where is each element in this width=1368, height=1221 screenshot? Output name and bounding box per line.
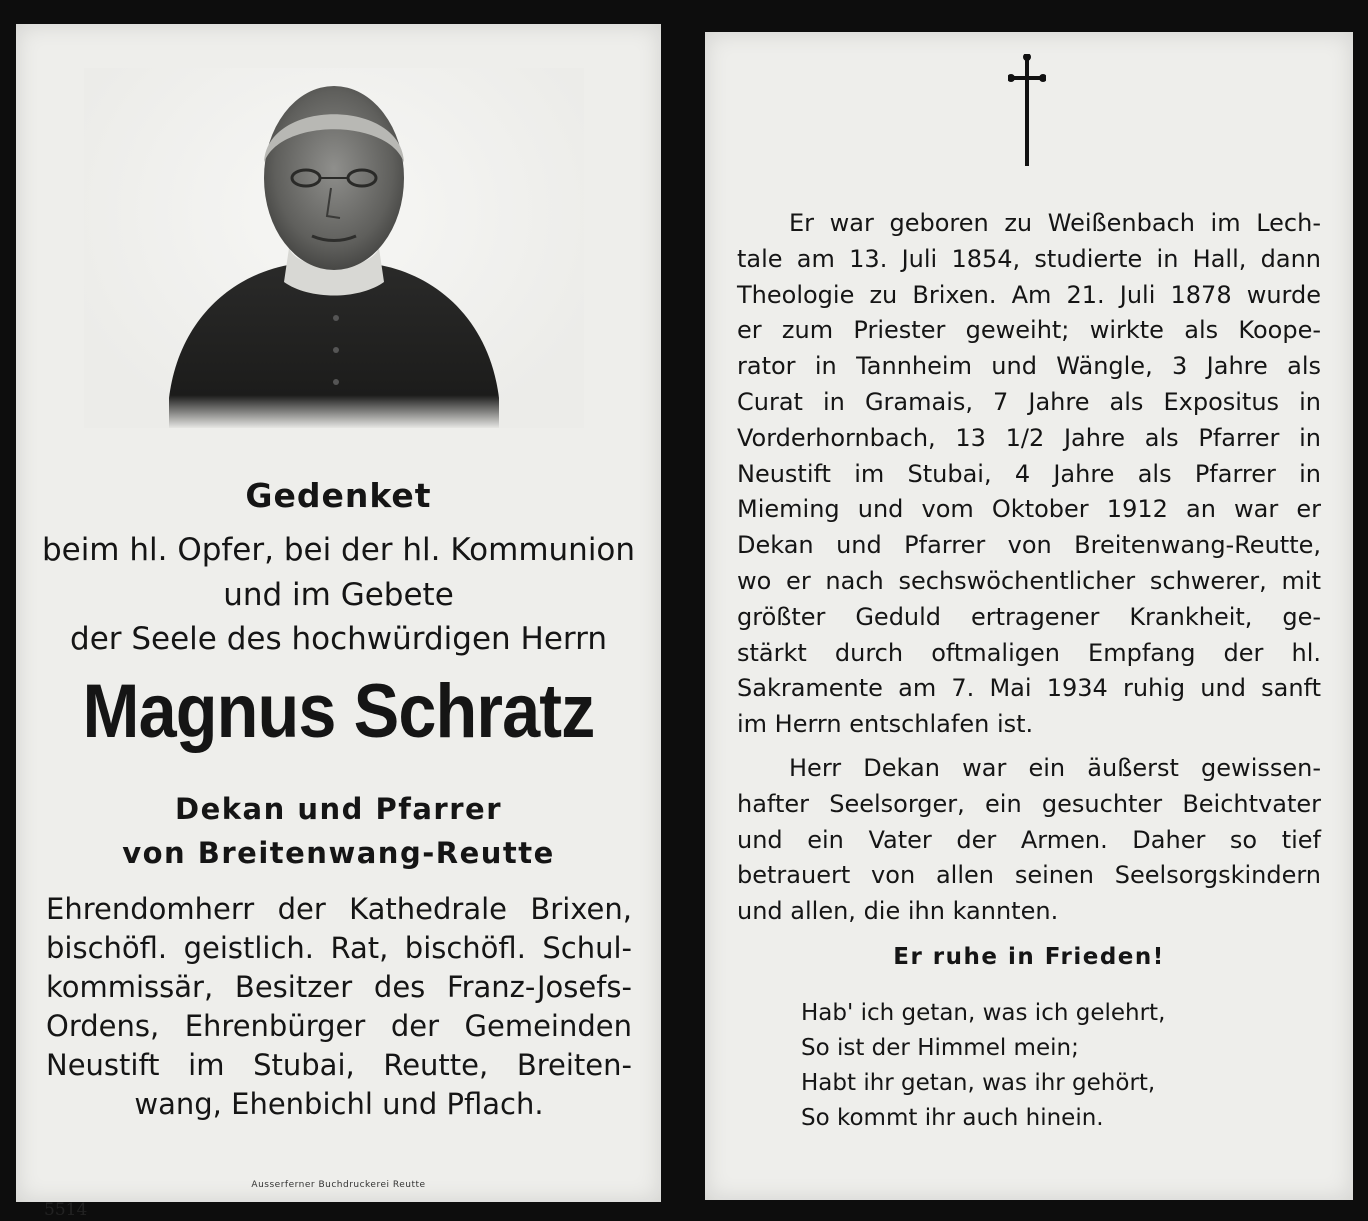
intro-line-2: und im Gebete [223,577,454,613]
biography [737,206,1321,930]
verse [801,996,1165,1136]
heading-gedenket: Gedenket [245,476,432,515]
bio-line: tale am 13. Juli 1854, studierte in Hall, dann [737,244,1321,273]
closing-blessing: Er ruhe in Frieden! [893,944,1165,970]
intro-line-3: der Seele des hochwürdigen Herrn [70,621,607,657]
bio-line: und ein Vater der Armen. Daher so tief [737,825,1321,854]
bio-line: und allen, die ihn kannten. [737,897,1059,926]
bio-line: größter Geduld ertragener Krankheit, ge- [737,602,1321,631]
bio-line: wo er nach sechswöchentlicher schwerer, mit [737,566,1321,595]
verse-line: So kommt ihr auch hinein. [801,1105,1104,1131]
printer-imprint: Ausserferner Buchdruckerei Reutte [251,1180,426,1190]
bio-line: Mieming und vom Oktober 1912 an war er [737,495,1321,524]
bio-line: Er war geboren zu Weißenbach im Lech- [789,209,1321,237]
bio-paragraph-1 [737,206,1321,743]
bio-line: Dekan und Pfarrer von Breitenwang-Reutte, [737,531,1321,560]
honors-text [46,890,632,1124]
right-card [705,32,1353,1200]
honors-line: kommissär, Besitzer des Franz-Josefs- [46,970,632,1004]
bio-line: Curat in Gramais, 7 Jahre als Expositus in [737,387,1321,416]
intro-line-1: beim hl. Opfer, bei der hl. Kommunion [41,532,636,568]
honors-line: wang, Ehenbichl und Pflach. [134,1087,544,1121]
honors-line: Ordens, Ehrenbürger der Gemeinden [46,1009,632,1043]
bio-line: Neustift im Stubai, 4 Jahre als Pfarrer in [737,459,1321,488]
bio-line: hafter Seelsorger, ein gesuchter Beichtvater [737,789,1321,818]
bio-line: Sakramente am 7. Mai 1934 ruhig und sanft [737,674,1321,703]
verse-line: Habt ihr getan, was ihr gehört, [801,1070,1156,1096]
bio-line: Herr Dekan war ein äußerst gewissen- [789,753,1321,782]
left-card [16,24,661,1220]
bio-line: im Herrn entschlafen ist. [737,710,1034,739]
verse-line: Hab' ich getan, was ich gelehrt, [801,1000,1166,1026]
portrait-photo [84,68,584,428]
bio-line: rator in Tannheim und Wängle, 3 Jahre als [737,352,1321,381]
title-line-1: Dekan und Pfarrer [175,792,502,826]
title-line-2: von Breitenwang-Reutte [122,836,555,870]
bio-line: betrauert von allen seinen Seelsorgskindern [737,861,1321,890]
portrait-illustration [84,68,584,428]
verse-line: So ist der Himmel mein; [801,1035,1079,1061]
deceased-name: Magnus Schratz [82,669,595,754]
order-number: 5514 [44,1200,88,1220]
bio-line: stärkt durch oftmaligen Empfang der hl. [737,638,1321,667]
honors-line: Ehrendomherr der Kathedrale Brixen, [46,892,632,926]
honors-line: Neustift im Stubai, Reutte, Breiten- [46,1048,632,1082]
cross-icon [1008,54,1046,166]
bio-line: er zum Priester geweiht; wirkte als Koope- [737,316,1321,345]
bio-paragraph-2 [737,751,1321,930]
bio-line: Vorderhornbach, 13 1/2 Jahre als Pfarrer in [737,423,1321,452]
honors-line: bischöfl. geistlich. Rat, bischöfl. Schul- [46,931,632,965]
bio-line: Theologie zu Brixen. Am 21. Juli 1878 wurde [737,280,1321,309]
